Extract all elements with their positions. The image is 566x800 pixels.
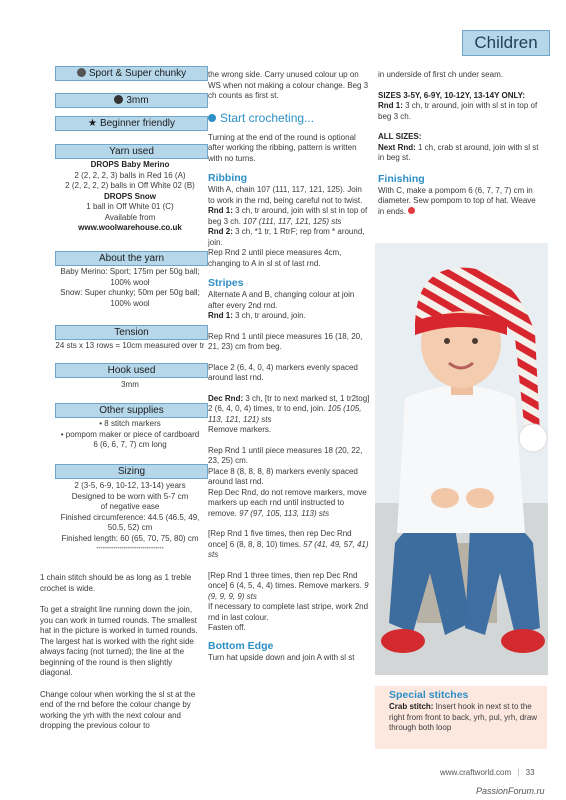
child-illustration (375, 243, 548, 675)
supplies-line2: • pompom maker or piece of cardboard (60, 429, 200, 439)
sizes-rnd-label: Rnd 1: (378, 101, 403, 110)
about-line4: 100% wool (110, 298, 150, 308)
finishing-text-span: With C, make a pompom 6 (6, 7, 7, 7) cm in diameter. Sew pompom to top of hat. Weave in ends. (378, 185, 536, 216)
yarn-line1: 2 (2, 2, 2, 3) balls in Red 16 (A) (74, 170, 186, 180)
note-p3: Change colour when working the sl st at the end of the rnd before the colour change by working the yrh with the next colour and dropping the previous colour to (40, 689, 196, 730)
weight-label: Sport & Super chunky (88, 68, 187, 79)
fasten-off: Fasten off. (208, 623, 246, 632)
stripes-text: Alternate A and B, changing colour at join after every 2nd rnd. (208, 290, 355, 310)
all-sizes-heading: ALL SIZES: (378, 132, 422, 141)
about-yarn-block (40, 267, 220, 309)
page-number: 33 (525, 768, 535, 777)
ribbing-rnd2 (208, 227, 370, 248)
hook-line1: 3mm (121, 380, 139, 389)
rep-dec-text: Rep Dec Rnd, do not remove markers, move markers up each rnd until instructed to remove. (208, 487, 367, 518)
note-p1: 1 chain stitch should be as long as 1 treble crochet is wide. (40, 573, 192, 593)
yarn-line4: Available from (104, 212, 156, 222)
about-line3: Snow: Super chunky; 50m per 50g ball; (60, 288, 200, 297)
finishing-text (378, 186, 544, 218)
left-hand (431, 488, 459, 508)
dec-label: Dec Rnd: (208, 393, 244, 403)
about-yarn-heading: About the yarn (55, 251, 208, 266)
brand1: DROPS Baby Merino (90, 160, 170, 169)
weight-badge (55, 66, 208, 81)
sizes-rnd-text: 3 ch, tr around, join with sl st in top of beg 3 ch. (378, 101, 538, 121)
left-shoe (381, 629, 425, 653)
rnd1-ital: 107 (111, 117, 121, 125) sts (243, 216, 342, 226)
special-label: Crab stitch: (389, 702, 434, 711)
notes-block (40, 573, 200, 743)
hook-badge (55, 93, 208, 108)
right-hand (466, 488, 494, 508)
special-heading: Special stitches (389, 689, 469, 701)
rep-five-ital: 57 (41, 49, 57, 41) sts (208, 539, 369, 559)
next-label: Next Rnd: (378, 142, 416, 152)
column-three (378, 70, 544, 217)
rep-dec-ital: 97 (97, 105, 113, 113) sts (239, 508, 330, 518)
rep-three-text: [Rep Rnd 1 three times, then rep Dec Rnd once] 6 (4, 5, 4, 4) times. Remove markers. (208, 570, 365, 590)
tension-heading: Tension (55, 325, 208, 340)
start-heading (208, 111, 370, 125)
next-rnd (378, 143, 544, 164)
dec-text: 3 ch, [tr to next marked st, 1 tr2tog] 2 (6, 4, 0, 4) times, tr to end, join. (208, 393, 370, 413)
sizing-line2: Designed to be worn with 5-7 cm (71, 491, 189, 501)
dec-ital: 105 (105, 113, 121, 121) sts (208, 404, 362, 424)
dec-rnd (208, 394, 370, 426)
ribbing-text: With A, chain 107 (111, 117, 121, 125). Join to work in the rnd, being careful not to twist. (208, 185, 363, 205)
col3-intro: in underside of first ch under seam. (378, 70, 503, 79)
rep-five-text: [Rep Rnd 1 five times, then rep Dec Rnd once] 6 (8, 8, 8, 10) times. (208, 529, 352, 549)
bottom-edge-heading: Bottom Edge (208, 639, 274, 652)
dot-icon (208, 114, 216, 122)
ribbing-rnd1 (208, 206, 370, 227)
finishing-heading: Finishing (378, 172, 425, 185)
pompom (519, 424, 547, 452)
dot-icon (408, 207, 415, 214)
bottom-edge-text: Turn hat upside down and join A with sl st (208, 652, 355, 662)
child-photo (375, 243, 548, 675)
sizing-line5: 50.5, 52) cm (107, 523, 153, 532)
rep-dec (208, 488, 370, 520)
place-markers: Place 2 (6, 4, 0, 4) markers evenly spaced around last rnd. (208, 362, 358, 382)
tension-block (40, 341, 220, 352)
supplies-line1: • 8 stitch markers (99, 419, 161, 428)
next-text: 1 ch, crab st around, join with sl st in beg st. (378, 142, 539, 162)
sizing-block (40, 481, 220, 555)
other-supplies-block (40, 419, 220, 451)
brand2: DROPS Snow (103, 191, 156, 201)
start-heading-text: Start crocheting... (220, 110, 315, 125)
rep-five (208, 529, 370, 561)
rep-rnd1: Rep Rnd 1 until piece measures 16 (18, 20, 21, 23) cm from beg. (208, 331, 363, 351)
yarn-used-heading: Yarn used (55, 144, 208, 159)
hook-used-block (40, 380, 220, 391)
start-text: Turning at the end of the round is optional after working the ribbing, pattern is written with no turns. (208, 132, 357, 163)
yarn-ball-icon (77, 68, 86, 77)
place-markers-b: Place 8 (8, 8, 8, 8) markers evenly spaced around last rnd. (208, 466, 358, 486)
stripes-rnd1 (208, 311, 370, 322)
special-text (389, 702, 541, 734)
tension-line1: 24 sts x 13 rows = 10cm measured over tr (55, 341, 205, 350)
footer-site[interactable]: www.craftworld.com (440, 768, 512, 777)
rnd2-text: 3 ch, *1 tr, 1 RtrF; rep from * around, join. (208, 227, 365, 247)
sizing-line1: 2 (3-5, 6-9, 10-12, 13-14) years (74, 481, 186, 490)
stripes-heading: Stripes (208, 277, 244, 289)
yarn-line3: 1 ball in Off White 01 (C) (86, 202, 174, 211)
rnd2-label: Rnd 2: (208, 227, 233, 236)
remove-markers: Remove markers. (208, 425, 272, 434)
rep-three (208, 571, 370, 603)
watermark: PassionForum.ru (476, 786, 545, 796)
ribbing-rep: Rep Rnd 2 until piece measures 4cm, changing to A in sl st of last rnd. (208, 248, 342, 268)
s-rnd1-label: Rnd 1: (208, 311, 233, 320)
left-eye (444, 338, 450, 344)
star-icon: ★ (87, 118, 97, 129)
special-body: Insert hook in next st to the right from front to back, yrh, pul, yrh, draw through both loop (389, 702, 538, 732)
col2-intro: the wrong side. Carry unused colour up on WS when not making a colour change. Beg 3 ch counts as first st. (208, 70, 369, 100)
if-necessary: If necessary to complete last stripe, work 2nd rnd in last colour. (208, 602, 369, 622)
yarn-used-block (40, 160, 220, 234)
hook-used-heading: Hook used (55, 363, 208, 378)
other-supplies-heading: Other supplies (55, 403, 208, 418)
page-footer (440, 768, 535, 779)
sizes-heading: SIZES 3-5Y, 6-9Y, 10-12Y, 13-14Y ONLY: (378, 90, 526, 100)
right-eye (472, 338, 478, 344)
column-two (208, 70, 370, 663)
right-shoe (501, 629, 545, 653)
rep-three-ital: 9 (9, 9, 9, 9) sts (208, 581, 369, 601)
rnd1-label: Rnd 1: (208, 206, 233, 215)
supplier-url[interactable]: www.woolwarehouse.co.uk (78, 223, 182, 232)
sizing-line3: of negative ease (100, 502, 160, 511)
footer-sep: | (517, 768, 520, 777)
hook-size-label: 3mm (126, 95, 149, 106)
about-line2: 100% wool (110, 277, 150, 287)
sizing-line6: Finished length: 60 (65, 70, 75, 80) cm (61, 533, 199, 543)
note-p2: To get a straight line running down the join, you can work in turned rounds. The smallest hat in the picture is worked in turned rounds. The largest hat is worked with the right side always facing (not turned); the line at the beginning of the round is then slightly diagonal. (40, 605, 198, 677)
s-rnd1-text: 3 ch, tr around, join. (232, 311, 306, 320)
ribbing-heading: Ribbing (208, 172, 248, 184)
sizes-rnd (378, 101, 544, 122)
dotted-divider: •••••••••••••••••••••••••••••••• (96, 546, 164, 552)
sizing-line4: Finished circumference: 44.5 (46.5, 49, (60, 512, 200, 522)
white-shirt (397, 386, 525, 534)
level-badge (55, 116, 208, 131)
rnd1-text: 3 ch, tr around, join with sl st in top of beg 3 ch. (208, 206, 368, 226)
special-stitches-box (375, 686, 547, 749)
level-label: Beginner friendly (99, 118, 175, 129)
hook-icon (114, 95, 123, 104)
yarn-line2: 2 (2, 2, 2, 2) balls in Off White 02 (B) (65, 181, 195, 190)
section-tab: Children (462, 30, 550, 56)
rep-rnd1-b: Rep Rnd 1 until piece measures 18 (20, 22, 23, 25) cm. (208, 445, 363, 465)
sizing-heading: Sizing (55, 464, 208, 479)
supplies-line3: 6 (6, 6, 7, 7) cm long (93, 440, 167, 449)
about-line1: Baby Merino: Sport; 175m per 50g ball; (60, 267, 200, 276)
